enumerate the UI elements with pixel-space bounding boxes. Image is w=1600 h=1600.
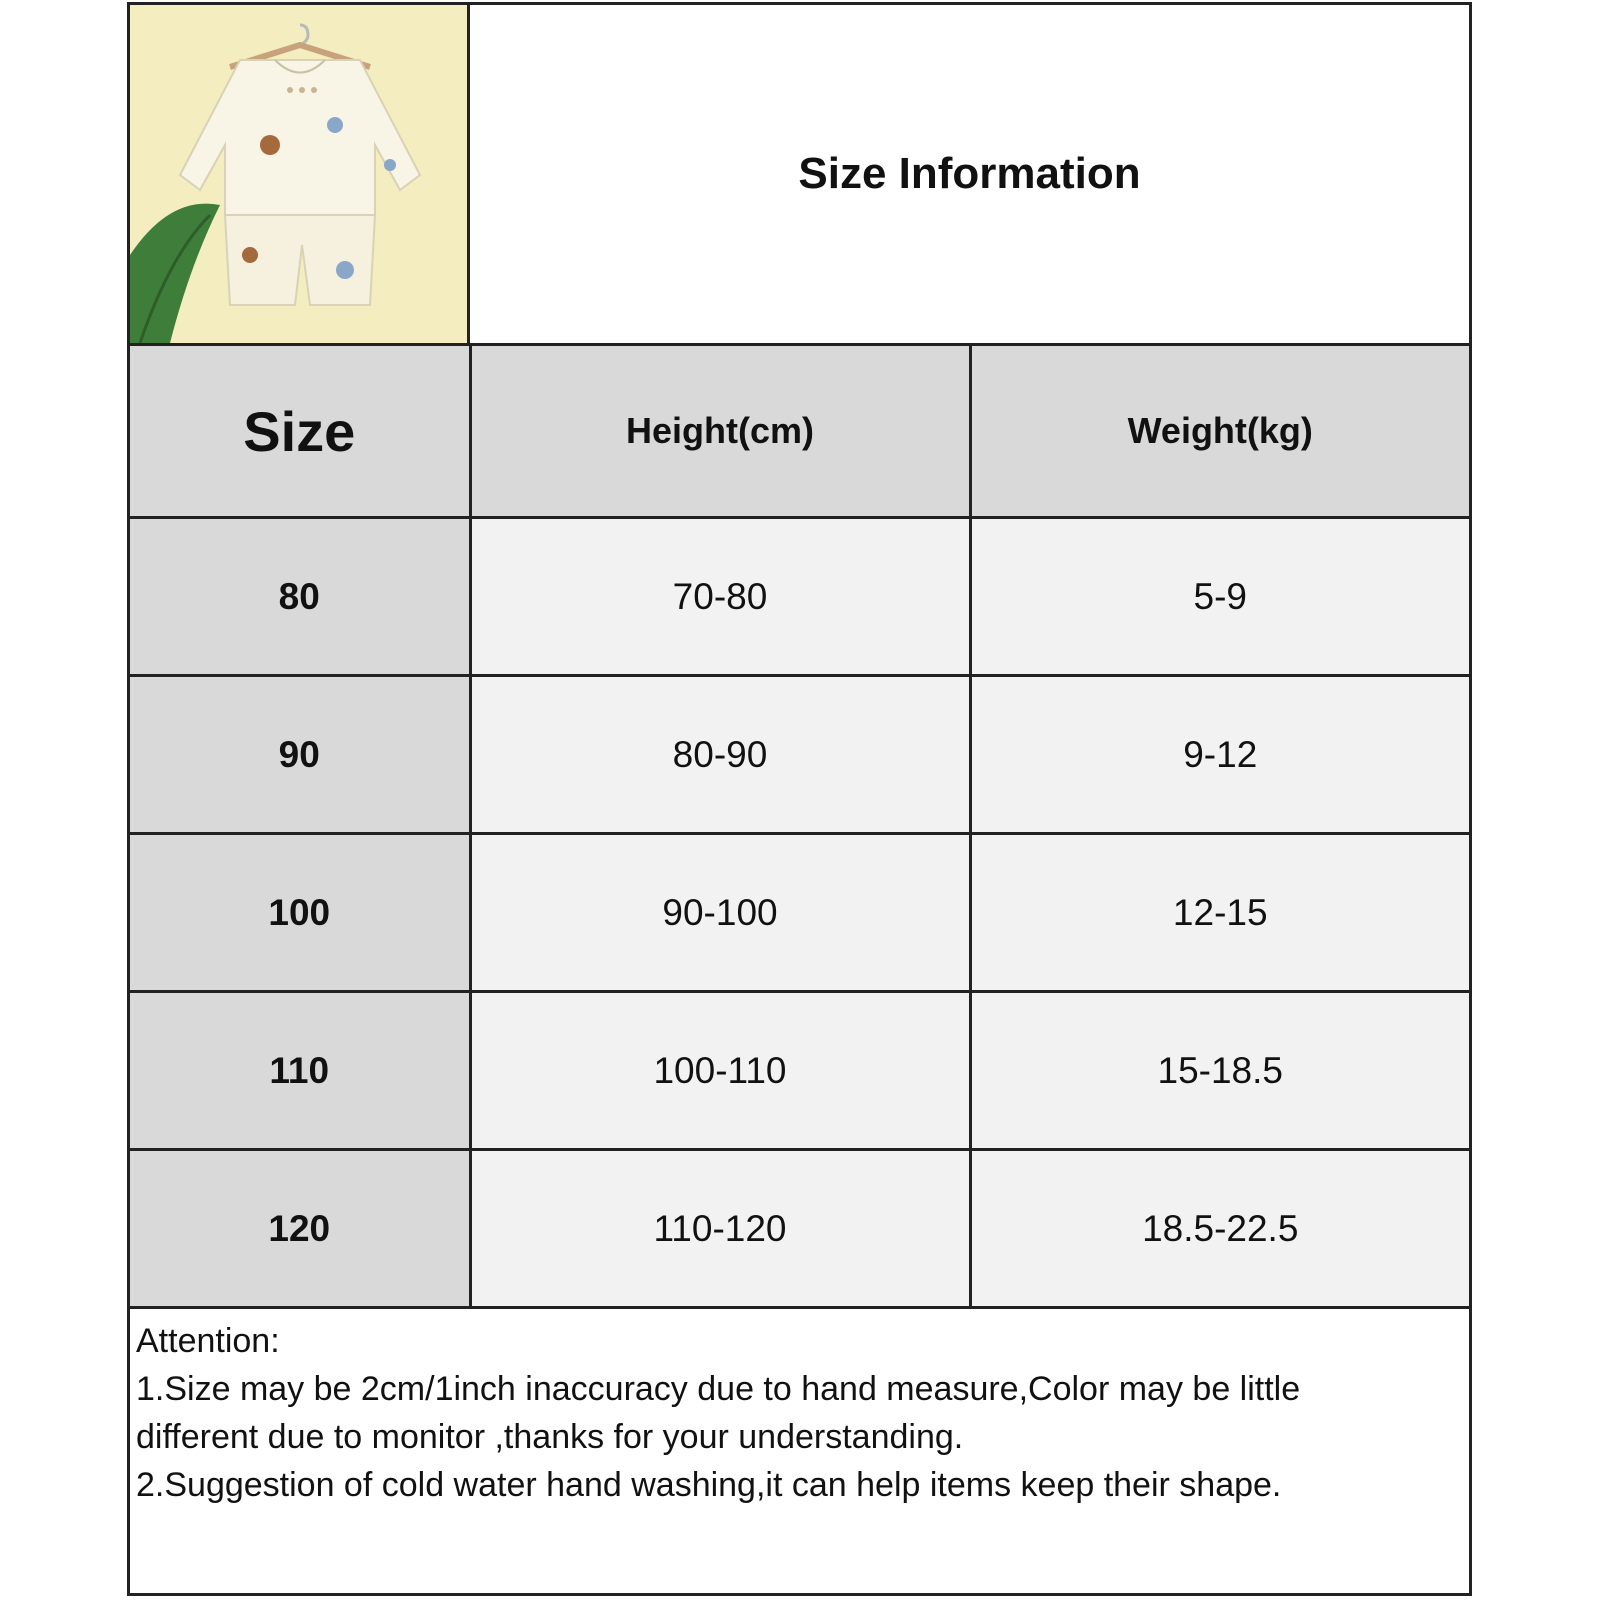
header-size: Size [130, 346, 470, 518]
attention-heading: Attention: [136, 1322, 280, 1360]
table-row [130, 676, 1469, 834]
attention-notes [130, 1317, 1469, 1509]
size-value: 110 [130, 992, 470, 1150]
height-value: 90-100 [470, 834, 970, 992]
size-value: 90 [130, 676, 470, 834]
table-row [130, 992, 1469, 1150]
size-value: 100 [130, 834, 470, 992]
table-row [130, 834, 1469, 992]
attention-line: 2.Suggestion of cold water hand washing,it can help items keep their shape. [136, 1466, 1282, 1504]
product-photo [130, 5, 470, 343]
height-value: 110-120 [470, 1150, 970, 1308]
size-value: 80 [130, 518, 470, 676]
size-value: 120 [130, 1150, 470, 1308]
weight-value: 18.5-22.5 [970, 1150, 1469, 1308]
height-value: 70-80 [470, 518, 970, 676]
size-chart [127, 2, 1472, 1596]
weight-value: 12-15 [970, 834, 1469, 992]
title-cell [470, 5, 1469, 343]
weight-value: 9-12 [970, 676, 1469, 834]
attention-line: 1.Size may be 2cm/1inch inaccuracy due to hand measure,Color may be little [136, 1370, 1301, 1408]
chart-title: Size Information [798, 149, 1141, 198]
header-block [130, 5, 1469, 346]
header-weight: Weight(kg) [970, 346, 1469, 518]
header-height: Height(cm) [470, 346, 970, 518]
height-value: 100-110 [470, 992, 970, 1150]
table-row [130, 518, 1469, 676]
baby-pajama-set-image [130, 5, 470, 343]
size-table [130, 346, 1469, 1309]
weight-value: 15-18.5 [970, 992, 1469, 1150]
table-header-row [130, 346, 1469, 518]
weight-value: 5-9 [970, 518, 1469, 676]
table-row [130, 1150, 1469, 1308]
attention-line: different due to monitor ,thanks for your understanding. [136, 1418, 964, 1456]
height-value: 80-90 [470, 676, 970, 834]
